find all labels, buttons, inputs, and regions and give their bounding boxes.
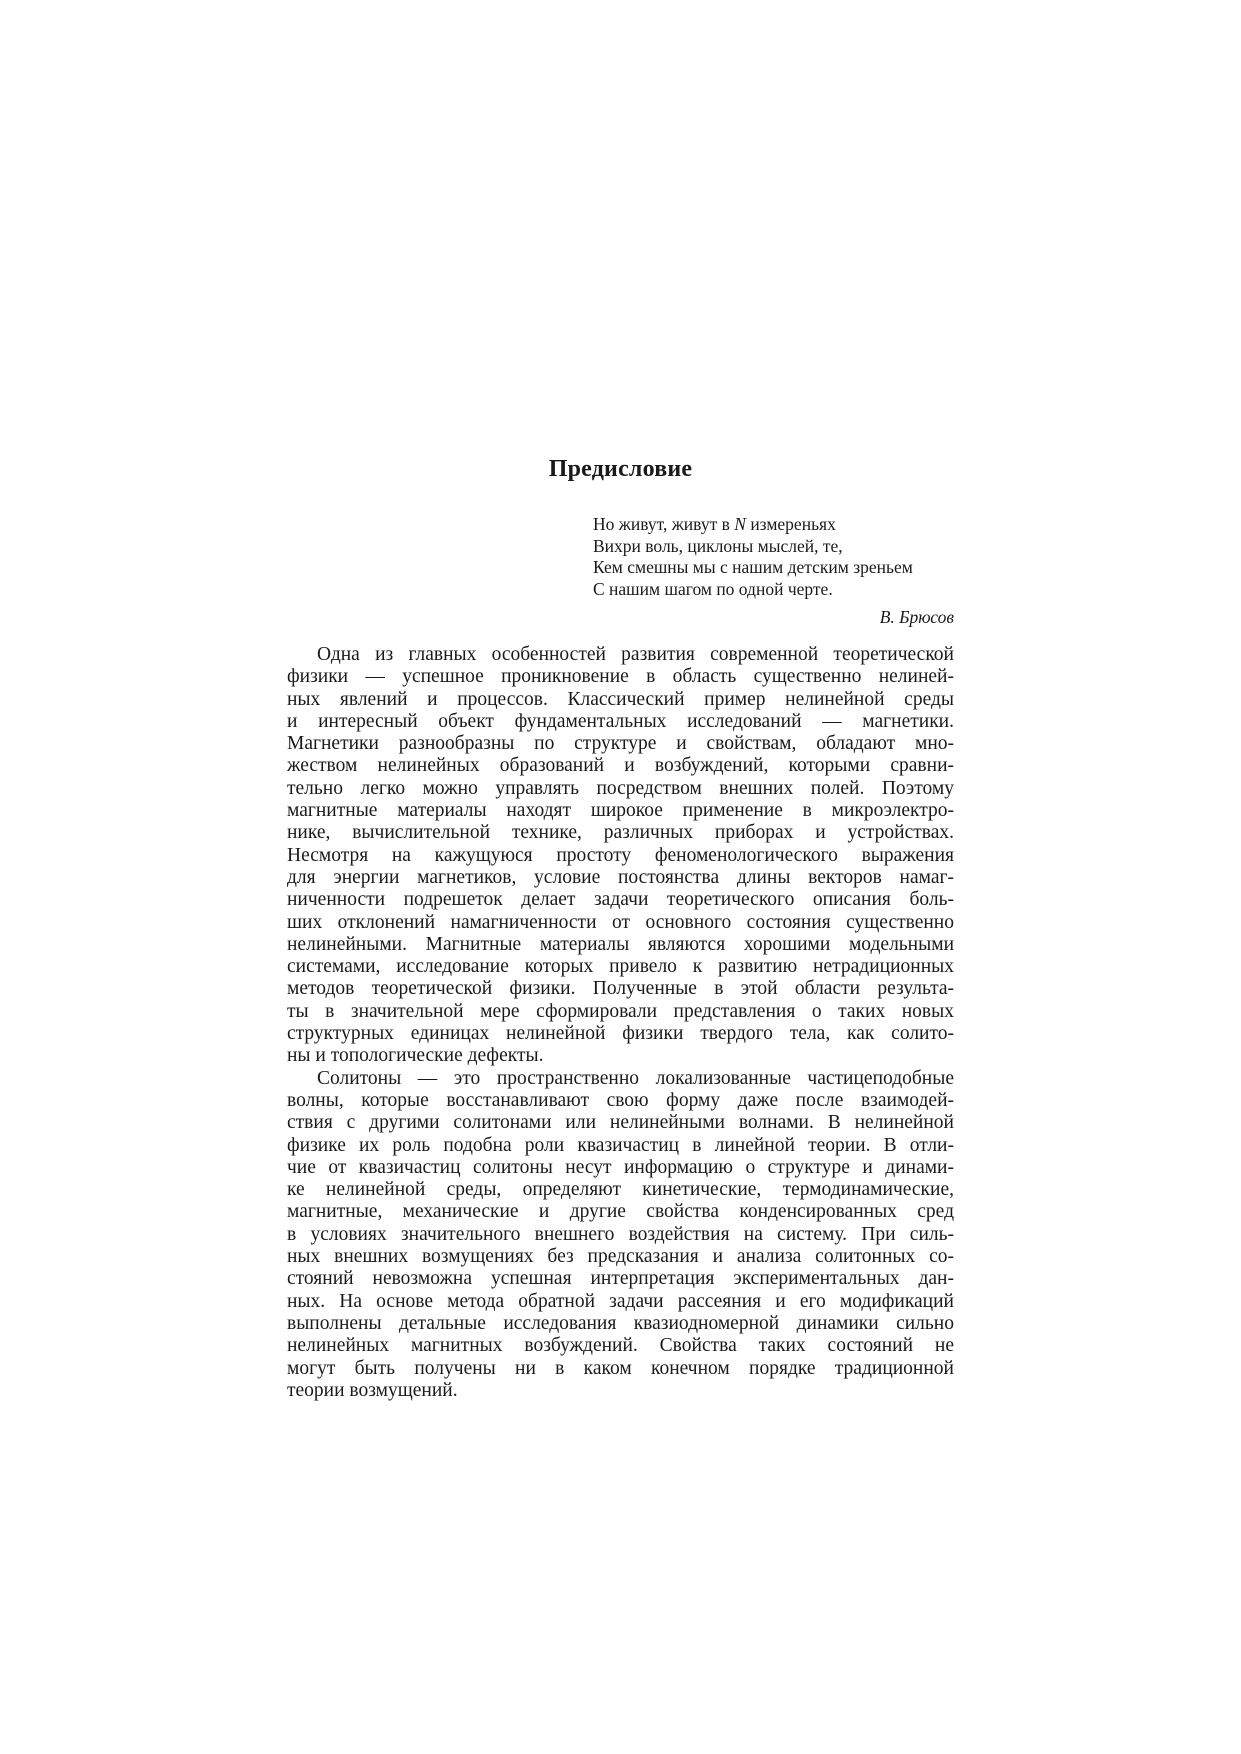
text-line: нике, вычислительной технике, различных приборах и устройствах. <box>287 822 954 844</box>
text-line: ствия с другими солитонами или нелинейными волнами. В нелинейной <box>287 1112 954 1134</box>
text-line: магнитные, механические и другие свойства конденсированных сред <box>287 1201 954 1223</box>
text-line: Одна из главных особенностей развития современной теоретической <box>317 644 954 665</box>
text-line: ны и топологические дефекты. <box>287 1045 544 1067</box>
text-line: тельно легко можно управлять посредством внешних полей. Поэтому <box>287 777 954 799</box>
text-line: физики — успешное проникновение в область существенно нелиней- <box>287 666 954 688</box>
text-line: магнитные материалы находят широкое применение в микроэлектро- <box>287 800 954 822</box>
text-line: чие от квазичастиц солитоны несут информацию о структуре и динами- <box>287 1156 954 1178</box>
text-line: ших отклонений намагниченности от основного состояния существенно <box>287 911 954 933</box>
text-line: для энергии магнетиков, условие постоянства длины векторов намаг- <box>287 866 954 888</box>
page-title: Предисловие <box>548 456 693 483</box>
text-line: Солитоны — это пространственно локализованные частицеподобные <box>317 1067 954 1089</box>
text-line: теории возмущений. <box>287 1379 458 1401</box>
text-line: структурных единицах нелинейной физики твердого тела, как солито- <box>287 1023 954 1045</box>
text-line: ных явлений и процессов. Классический пример нелинейной среды <box>287 688 954 710</box>
text-line: Магнетики разнообразны по структуре и свойствам, обладают мно- <box>287 733 954 755</box>
epigraph-text: измереньях <box>745 514 836 534</box>
epigraph-line: С нашим шагом по одной черте. <box>593 578 833 599</box>
epigraph-line: Кем смешны мы с нашим детским зреньем <box>593 557 913 577</box>
math-variable-n: N <box>734 514 746 534</box>
epigraph-line: Вихри воль, циклоны мыслей, те, <box>593 535 843 556</box>
text-line: жеством нелинейных образований и возбуждений, которыми сравни- <box>287 755 954 777</box>
epigraph <box>593 514 973 600</box>
text-line: могут быть получены ни в каком конечном порядке традиционной <box>287 1357 954 1379</box>
text-line: и интересный объект фундаментальных исследований — магнетики. <box>287 710 954 732</box>
text-line: нелинейными. Магнитные материалы являются хорошими модельными <box>287 933 954 955</box>
text-line: в условиях значительного внешнего воздействия на систему. При силь- <box>287 1223 954 1245</box>
text-line: Несмотря на кажущуюся простоту феноменологического выражения <box>287 844 954 866</box>
text-line: ных. На основе метода обратной задачи рассеяния и его модификаций <box>287 1290 954 1312</box>
paragraph <box>287 644 954 1068</box>
text-line: волны, которые восстанавливают свою форму даже после взаимодей- <box>287 1089 954 1111</box>
paragraph <box>287 1068 954 1402</box>
text-line: системами, исследование которых привело к развитию нетрадиционных <box>287 956 954 978</box>
text-line: методов теоретической физики. Полученные в этой области результа- <box>287 978 954 1000</box>
epigraph-author: В. Брюсов <box>879 607 954 627</box>
text-line: ниченности подрешеток делает задачи теоретического описания боль- <box>287 889 954 911</box>
text-line: ты в значительной мере сформировали представления о таких новых <box>287 1000 954 1022</box>
epigraph-text: Но живут, живут в <box>593 514 735 534</box>
text-line: физике их роль подобна роли квазичастиц в линейной теории. В отли- <box>287 1134 954 1156</box>
text-line: нелинейных магнитных возбуждений. Свойства таких состояний не <box>287 1335 954 1357</box>
text-line: стояний невозможна успешная интерпретация экспериментальных дан- <box>287 1268 954 1290</box>
epigraph-line <box>593 514 973 536</box>
text-line: выполнены детальные исследования квазиодномерной динамики сильно <box>287 1312 954 1334</box>
body-text <box>287 644 954 1402</box>
text-line: ных внешних возмущениях без предсказания и анализа солитонных со- <box>287 1246 954 1268</box>
text-line: ке нелинейной среды, определяют кинетические, термодинамические, <box>287 1179 954 1201</box>
